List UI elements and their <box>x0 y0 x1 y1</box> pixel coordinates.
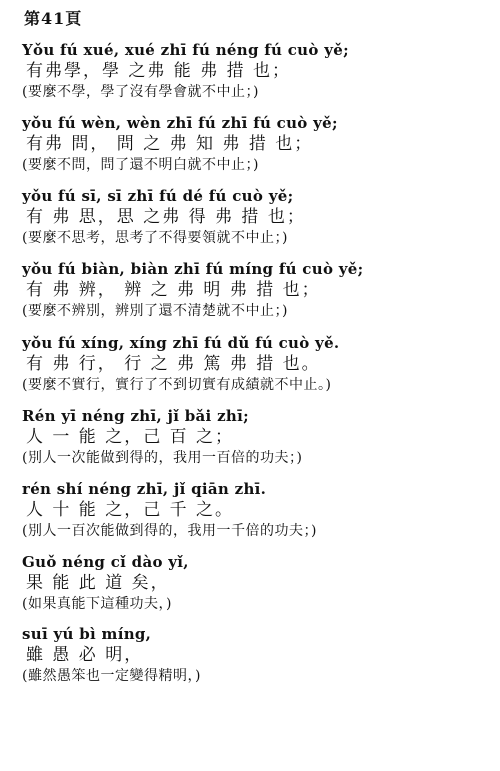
translation-note: (別人一百次能做到得的，我用一千倍的功夫；) <box>22 523 317 539</box>
chinese-line: 有 弗 行， 行 之 弗 篤 弗 措 也。 <box>26 354 321 374</box>
chinese-line: 有 弗 辨， 辨 之 弗 明 弗 措 也； <box>26 280 321 300</box>
pinyin-line: yǒu fú wèn, wèn zhī fú zhī fú cuò yě; <box>22 114 338 132</box>
translation-note: (要麼不學，學了沒有學會就不中止；) <box>22 84 259 100</box>
chinese-line: 有弗 問， 問 之 弗 知 弗 措 也； <box>26 134 314 154</box>
chinese-line: 人 一 能 之，己 百 之； <box>26 427 235 447</box>
stanza-7 <box>22 479 492 542</box>
stanza-9 <box>22 624 492 687</box>
stanza-6 <box>22 406 492 469</box>
stanza-3 <box>22 186 492 249</box>
chinese-line: 果 能 此 道 矣， <box>26 573 170 593</box>
chinese-line: 有弗學，學 之弗 能 弗 措 也； <box>26 61 292 81</box>
stanza-1 <box>22 40 492 103</box>
pinyin-line: yǒu fú sī, sī zhī fú dé fú cuò yě; <box>22 187 294 205</box>
translation-note: (如果真能下這種功夫，) <box>22 596 172 612</box>
pinyin-line: yǒu fú biàn, biàn zhī fú míng fú cuò yě; <box>22 260 364 278</box>
chinese-line: 人 十 能 之，己 千 之。 <box>26 500 235 520</box>
pinyin-line: Rén yī néng zhī, jǐ bǎi zhī; <box>22 407 249 425</box>
translation-note: (要麼不思考，思考了不得要領就不中止；) <box>22 230 288 246</box>
translation-note: (別人一次能做到得的，我用一百倍的功夫；) <box>22 450 303 466</box>
translation-note: (要麼不問，問了還不明白就不中止；) <box>22 157 259 173</box>
pinyin-line: yǒu fú xíng, xíng zhī fú dǔ fú cuò yě. <box>22 334 340 352</box>
translation-note: (要麼不實行，實行了不到切實有成績就不中止。) <box>22 377 332 393</box>
translation-note: (雖然愚笨也一定變得精明，) <box>22 668 201 684</box>
pinyin-line: suī yú bì míng, <box>22 625 152 643</box>
chinese-line: 有 弗 思，思 之弗 得 弗 措 也； <box>26 207 306 227</box>
stanza-5 <box>22 333 492 396</box>
page-number-header: 第41頁 <box>24 9 83 28</box>
chinese-line: 雖 愚 必 明， <box>26 645 144 665</box>
pinyin-line: Guǒ néng cǐ dào yǐ, <box>22 553 189 571</box>
pinyin-line: rén shí néng zhī, jǐ qiān zhī. <box>22 480 267 498</box>
translation-note: (要麼不辨別，辨別了還不清楚就不中止；) <box>22 303 288 319</box>
stanza-4 <box>22 259 492 322</box>
stanza-2 <box>22 113 492 176</box>
stanza-8 <box>22 552 492 615</box>
pinyin-line: Yǒu fú xué, xué zhī fú néng fú cuò yě; <box>22 41 349 59</box>
